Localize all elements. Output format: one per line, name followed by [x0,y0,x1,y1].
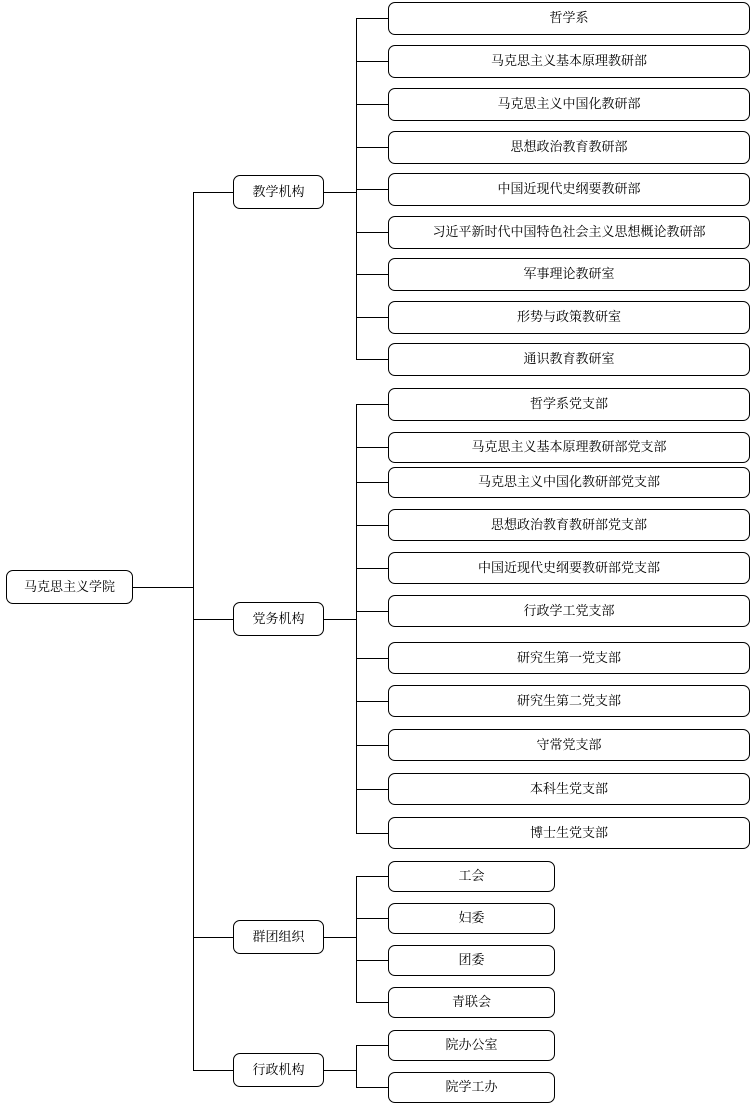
node-teaching-1 [388,2,750,35]
node-teaching-7 [388,258,750,291]
connector-mass-child-1 [356,876,388,877]
node-mass-2 [388,903,555,934]
connector-party-child-4 [356,525,388,526]
node-label: 哲学系党支部 [529,396,608,412]
connector-admin-out [324,1070,356,1071]
node-party-3 [388,467,750,498]
connector-admin-spine [356,1045,357,1087]
node-label: 马克思主义中国化教研部 [497,96,641,112]
node-teaching-2 [388,45,750,78]
node-branch-party [233,602,324,636]
node-mass-1 [388,861,555,892]
node-label: 习近平新时代中国特色社会主义思想概论教研部 [432,224,706,240]
connector-party-child-11 [356,833,388,834]
node-branch-teaching [233,175,324,209]
node-label: 马克思主义中国化教研部党支部 [477,474,660,490]
node-label: 行政学工党支部 [523,602,615,618]
connector-admin-child-1 [356,1045,388,1046]
node-label: 思想政治教育教研部 [510,139,628,155]
node-label: 妇委 [458,910,485,926]
node-party-8 [388,685,750,717]
node-label: 军事理论教研室 [523,266,615,282]
node-admin-1 [388,1030,555,1061]
connector-party-child-1 [356,404,388,405]
node-label: 本科生党支部 [529,780,608,796]
node-party-2 [388,432,750,463]
node-label: 形势与政策教研室 [516,309,621,325]
node-branch-mass [233,920,324,954]
node-label: 青联会 [451,994,491,1010]
connector-teaching-out [324,192,356,193]
connector-branch-party [193,619,233,620]
connector-party-child-10 [356,789,388,790]
connector-party-spine [356,404,357,833]
node-label: 马克思主义基本原理教研部党支部 [471,439,667,455]
node-party-9 [388,729,750,761]
node-teaching-5 [388,173,750,206]
connector-teaching-child-3 [356,104,388,105]
connector-party-child-7 [356,658,388,659]
connector-spine-vertical [193,192,194,1071]
node-label: 博士生党支部 [529,824,608,840]
node-branch-teaching-label: 教学机构 [252,183,305,199]
node-teaching-3 [388,88,750,121]
connector-party-child-9 [356,745,388,746]
node-party-11 [388,817,750,849]
node-party-5 [388,552,750,584]
node-teaching-9 [388,343,750,376]
node-teaching-6 [388,216,750,249]
connector-mass-spine [356,876,357,1002]
connector-party-child-5 [356,568,388,569]
node-party-6 [388,595,750,627]
node-branch-admin-label: 行政机构 [252,1061,305,1077]
node-root [6,570,133,604]
connector-party-child-8 [356,701,388,702]
node-branch-mass-label: 群团组织 [252,928,305,944]
node-label: 工会 [458,868,485,884]
node-mass-3 [388,945,555,976]
node-label: 院办公室 [445,1037,498,1053]
connector-party-child-2 [356,447,388,448]
connector-mass-child-3 [356,960,388,961]
node-teaching-4 [388,131,750,164]
node-label: 思想政治教育教研部党支部 [490,516,647,532]
connector-mass-out [324,937,356,938]
node-party-10 [388,773,750,805]
node-label: 守常党支部 [536,736,602,752]
node-label: 中国近现代史纲要教研部 [497,181,641,197]
connector-teaching-child-6 [356,232,388,233]
connector-teaching-child-2 [356,61,388,62]
node-label: 院学工办 [445,1079,498,1095]
node-mass-4 [388,987,555,1018]
node-party-4 [388,509,750,541]
node-branch-party-label: 党务机构 [252,610,305,626]
node-label: 马克思主义基本原理教研部 [490,53,647,69]
connector-party-out [324,619,356,620]
connector-teaching-child-5 [356,189,388,190]
connector-mass-child-4 [356,1002,388,1003]
connector-mass-child-2 [356,918,388,919]
node-admin-2 [388,1072,555,1103]
node-label: 团委 [458,952,485,968]
connector-branch-teaching [193,192,233,193]
connector-root-horizontal [133,587,193,588]
node-label: 研究生第一党支部 [516,649,621,665]
node-root-label: 马克思主义学院 [23,578,115,594]
node-teaching-8 [388,301,750,334]
connector-teaching-child-1 [356,18,388,19]
node-label: 研究生第二党支部 [516,692,621,708]
node-party-1 [388,388,750,421]
connector-branch-mass [193,937,233,938]
connector-party-child-3 [356,482,388,483]
node-branch-admin [233,1053,324,1087]
connector-branch-admin [193,1070,233,1071]
connector-admin-child-2 [356,1087,388,1088]
connector-teaching-child-4 [356,147,388,148]
node-label: 通识教育教研室 [523,351,615,367]
node-label: 中国近现代史纲要教研部党支部 [477,559,660,575]
connector-teaching-child-8 [356,317,388,318]
connector-party-child-6 [356,611,388,612]
node-label: 哲学系 [549,10,589,26]
connector-teaching-child-9 [356,359,388,360]
connector-teaching-child-7 [356,274,388,275]
node-party-7 [388,642,750,674]
